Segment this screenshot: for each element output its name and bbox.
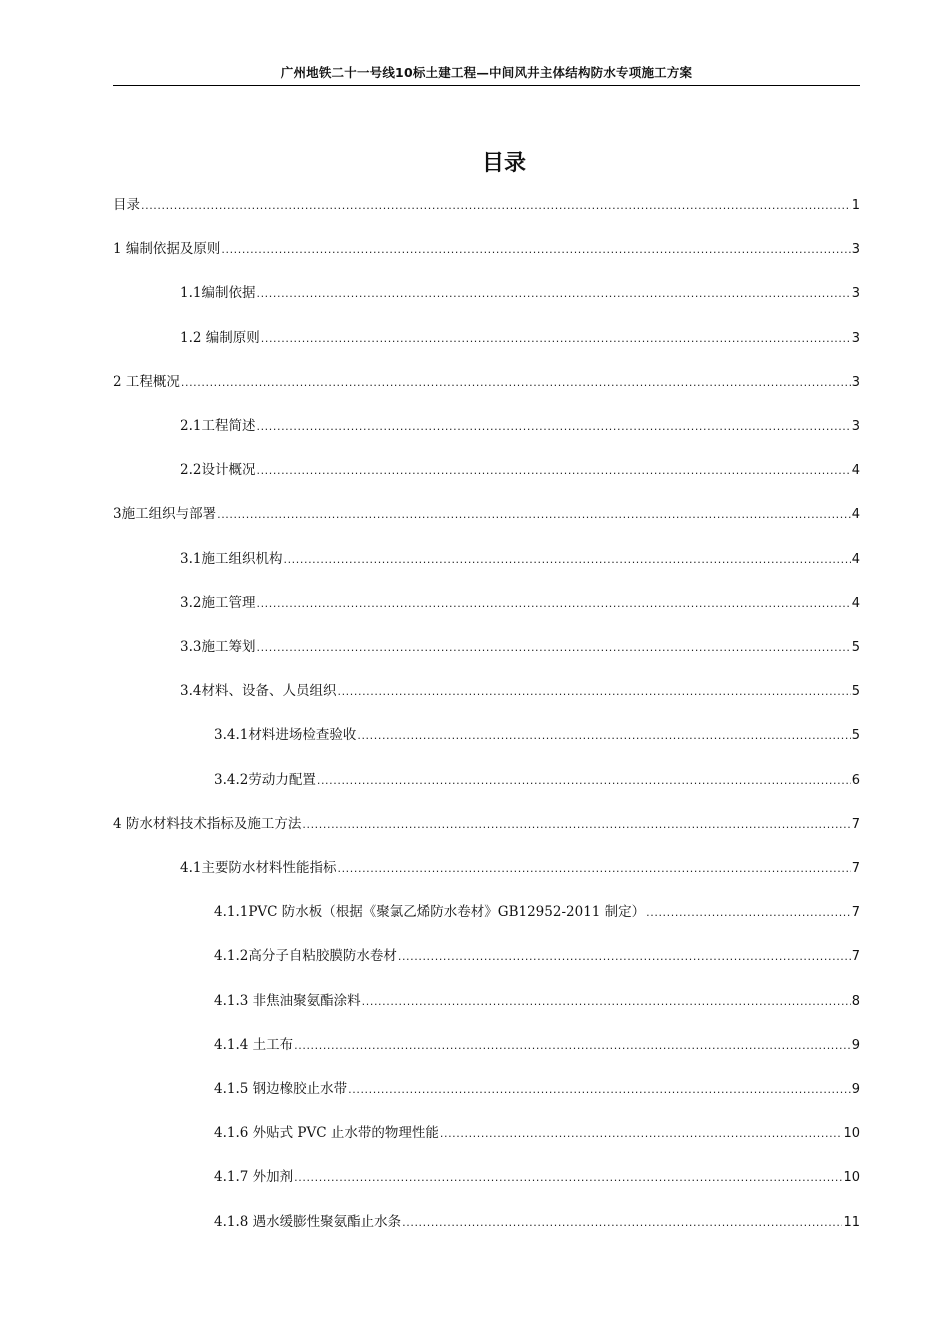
toc-entry[interactable]: [180, 550, 860, 569]
page-title: 目录: [481, 151, 526, 176]
toc-entry-title: 3.1施工组织机构: [180, 551, 283, 567]
toc-entry[interactable]: [214, 1213, 860, 1232]
toc-page-number: 1: [851, 198, 860, 213]
toc-page-number: 9: [851, 1082, 860, 1097]
toc-page-number: 7: [851, 905, 860, 920]
toc-entry[interactable]: [180, 638, 860, 657]
toc-dot-leader: [440, 1125, 843, 1143]
toc-page-number: 3: [851, 286, 860, 301]
toc-page-number: 5: [851, 640, 860, 655]
toc-entry-title: 3.4.1材料进场检查验收: [214, 727, 357, 743]
toc-entry-title: 4.1.7 外加剂: [214, 1169, 294, 1185]
toc-entry[interactable]: [180, 284, 860, 303]
toc-page-number: 4: [851, 463, 860, 478]
toc-page-number: 3: [851, 331, 860, 346]
toc-dot-leader: [283, 551, 850, 569]
toc-entry-title: 3.4.2劳动力配置: [214, 772, 316, 788]
toc-entry-title: 2.1工程简述: [180, 418, 256, 434]
toc-dot-leader: [302, 816, 850, 834]
toc-page-number: 4: [851, 596, 860, 611]
toc-entry[interactable]: [180, 594, 860, 613]
toc-entry[interactable]: [214, 947, 860, 966]
toc-page-number: 4: [851, 507, 860, 522]
toc-entry[interactable]: [180, 461, 860, 480]
toc-page-number: 4: [851, 552, 860, 567]
toc-entry[interactable]: [214, 726, 860, 745]
toc-entry[interactable]: [113, 373, 860, 392]
toc-page-number: 3: [851, 375, 860, 390]
toc-entry-title: 3.4材料、设备、人员组织: [180, 683, 337, 699]
toc-dot-leader: [256, 595, 850, 613]
toc-entry[interactable]: [180, 417, 860, 436]
toc-dot-leader: [348, 1081, 851, 1099]
toc-dot-leader: [256, 639, 850, 657]
toc-dot-leader: [317, 772, 851, 790]
toc-entry[interactable]: [214, 1124, 860, 1143]
toc-entry-title: 3.3施工筹划: [180, 639, 256, 655]
toc-page-number: 7: [851, 949, 860, 964]
toc-entry-title: 1 编制依据及原则: [113, 241, 221, 257]
toc-page-number: 8: [851, 994, 860, 1009]
toc-entry[interactable]: [113, 815, 860, 834]
toc-dot-leader: [141, 197, 851, 215]
toc-dot-leader: [261, 330, 851, 348]
toc-entry-title: 2.2设计概况: [180, 462, 256, 478]
toc-page-number: 11: [843, 1215, 860, 1230]
toc-dot-leader: [181, 374, 851, 392]
toc-dot-leader: [398, 948, 851, 966]
toc-dot-leader: [337, 860, 850, 878]
toc-page-number: 3: [851, 242, 860, 257]
toc-dot-leader: [256, 418, 850, 436]
toc-entry[interactable]: [214, 1080, 860, 1099]
toc-entry-title: 4.1.5 钢边橡胶止水带: [214, 1081, 348, 1097]
toc-entry-title: 1.1编制依据: [180, 285, 256, 301]
toc-dot-leader: [337, 683, 850, 701]
toc-entry[interactable]: [113, 505, 860, 524]
running-header: 广州地铁二十一号线10标土建工程—中间风井主体结构防水专项施工方案: [280, 65, 693, 80]
toc-dot-leader: [221, 241, 850, 259]
toc-page-number: 7: [851, 817, 860, 832]
toc-dot-leader: [256, 285, 850, 303]
toc-entry-title: 目录: [113, 197, 140, 213]
toc-page-number: 10: [843, 1170, 860, 1185]
toc-entry-title: 4 防水材料技术指标及施工方法: [113, 816, 302, 832]
toc-entry-title: 4.1.6 外贴式 PVC 止水带的物理性能: [214, 1125, 439, 1141]
toc-page-number: 9: [851, 1038, 860, 1053]
toc-page-number: 6: [851, 773, 860, 788]
toc-entry-title: 4.1.3 非焦油聚氨酯涂料: [214, 993, 361, 1009]
toc-page-number: 5: [851, 728, 860, 743]
toc-dot-leader: [217, 506, 851, 524]
toc-entry-title: 4.1.1PVC 防水板（根据《聚氯乙烯防水卷材》GB12952-2011 制定）: [214, 904, 646, 920]
toc-page-number: 5: [851, 684, 860, 699]
toc-entry-title: 1.2 编制原则: [180, 330, 260, 346]
toc-entry-title: 4.1.2高分子自粘胶膜防水卷材: [214, 948, 397, 964]
toc-dot-leader: [256, 462, 850, 480]
toc-entry[interactable]: [214, 1036, 860, 1055]
toc-entry-title: 2 工程概况: [113, 374, 180, 390]
toc-dot-leader: [357, 727, 850, 745]
toc-dot-leader: [294, 1037, 851, 1055]
toc-dot-leader: [646, 904, 851, 922]
toc-entry[interactable]: [180, 682, 860, 701]
toc-entry[interactable]: [214, 992, 860, 1011]
toc-entry[interactable]: [180, 329, 860, 348]
toc-dot-leader: [402, 1214, 842, 1232]
toc-entry-title: 4.1.4 土工布: [214, 1037, 294, 1053]
toc-entry[interactable]: [113, 196, 860, 215]
toc-entry-title: 3施工组织与部署: [113, 506, 217, 522]
toc-page-number: 10: [843, 1126, 860, 1141]
toc-entry[interactable]: [214, 1168, 860, 1187]
toc-entry[interactable]: [214, 771, 860, 790]
toc-entry-title: 4.1主要防水材料性能指标: [180, 860, 337, 876]
toc-entry[interactable]: [180, 859, 860, 878]
toc-page-number: 3: [851, 419, 860, 434]
toc-entry[interactable]: [214, 903, 860, 922]
toc-dot-leader: [294, 1169, 842, 1187]
toc-entry[interactable]: [113, 240, 860, 259]
toc-page-number: 7: [851, 861, 860, 876]
toc-entry-title: 3.2施工管理: [180, 595, 256, 611]
toc-dot-leader: [362, 993, 851, 1011]
toc-entry-title: 4.1.8 遇水缓膨性聚氨酯止水条: [214, 1214, 402, 1230]
